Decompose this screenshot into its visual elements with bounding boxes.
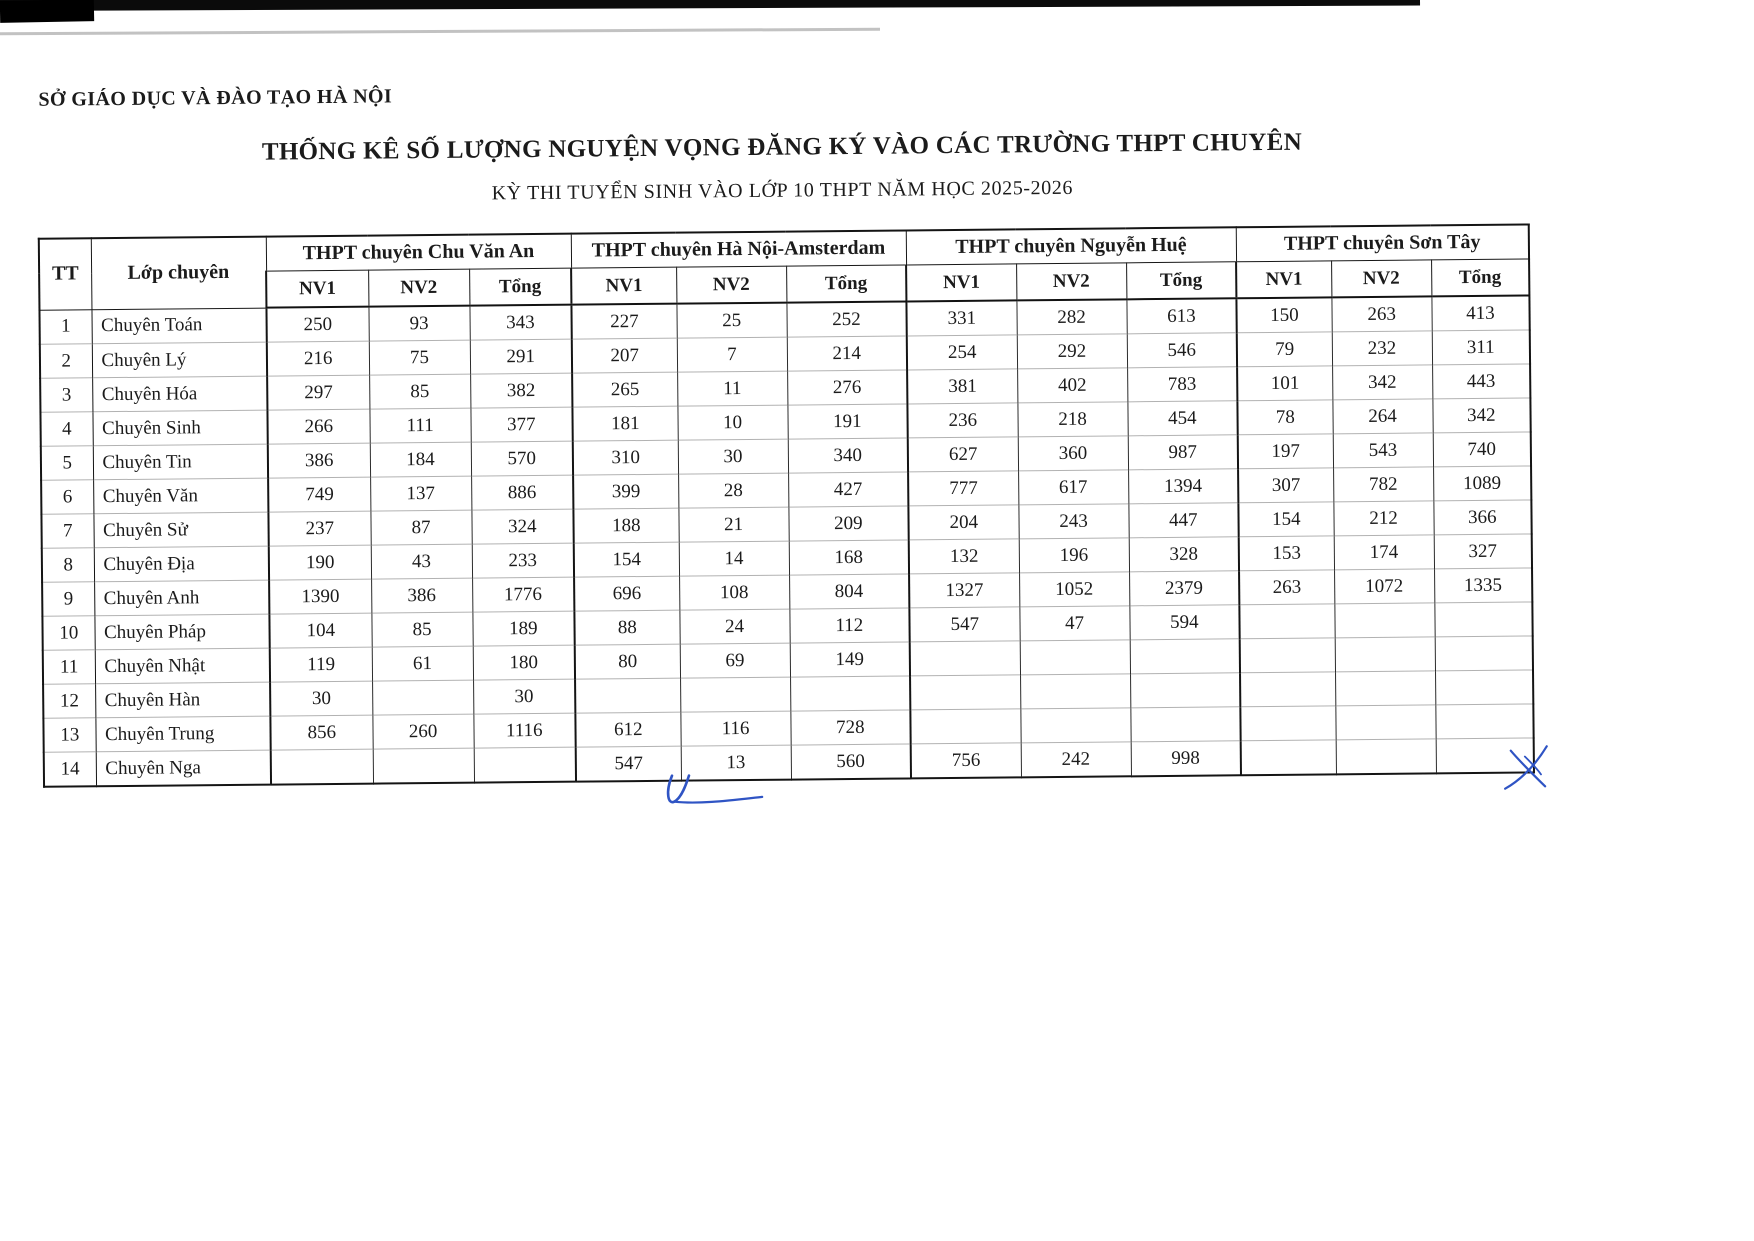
value-cell: 1327 bbox=[909, 573, 1019, 608]
class-name-cell: Chuyên Sử bbox=[93, 512, 268, 548]
class-name-cell: Chuyên Địa bbox=[94, 546, 269, 582]
statistics-table bbox=[38, 223, 1535, 787]
value-cell: 1116 bbox=[473, 713, 575, 748]
value-cell: 402 bbox=[1017, 368, 1127, 403]
value-cell: 216 bbox=[267, 341, 369, 376]
value-cell: 263 bbox=[1239, 570, 1334, 605]
value-cell: 782 bbox=[1333, 467, 1433, 502]
value-cell: 276 bbox=[787, 370, 907, 405]
sub-header-cell: Tổng bbox=[469, 268, 571, 305]
value-cell: 292 bbox=[1017, 334, 1127, 369]
value-cell: 80 bbox=[575, 644, 680, 679]
value-cell: 381 bbox=[907, 369, 1017, 404]
value-cell: 197 bbox=[1238, 434, 1333, 469]
corner-header-cell: Lớp chuyên bbox=[91, 237, 267, 310]
value-cell: 327 bbox=[1434, 534, 1532, 569]
value-cell: 1335 bbox=[1434, 568, 1532, 603]
value-cell: 265 bbox=[572, 372, 677, 407]
value-cell: 116 bbox=[680, 711, 790, 746]
row-number-cell: 2 bbox=[40, 344, 92, 378]
value-cell bbox=[1020, 674, 1130, 709]
value-cell: 560 bbox=[791, 744, 911, 780]
value-cell: 13 bbox=[681, 745, 791, 781]
sub-header-cell: NV2 bbox=[1016, 263, 1126, 301]
value-cell: 360 bbox=[1018, 436, 1128, 471]
value-cell: 804 bbox=[789, 574, 909, 609]
value-cell: 111 bbox=[369, 408, 470, 443]
class-name-cell: Chuyên Văn bbox=[93, 478, 268, 514]
value-cell: 243 bbox=[1018, 504, 1128, 539]
value-cell: 777 bbox=[908, 471, 1018, 506]
value-cell: 242 bbox=[1021, 742, 1131, 778]
value-cell bbox=[910, 641, 1020, 676]
class-name-cell: Chuyên Hàn bbox=[95, 682, 270, 718]
value-cell: 399 bbox=[573, 474, 678, 509]
value-cell: 189 bbox=[472, 611, 574, 646]
value-cell: 14 bbox=[679, 541, 789, 576]
value-cell: 427 bbox=[788, 472, 908, 507]
sub-header-cell: NV2 bbox=[676, 266, 786, 304]
value-cell: 1072 bbox=[1334, 569, 1434, 604]
value-cell: 728 bbox=[790, 710, 910, 745]
value-cell: 88 bbox=[574, 610, 679, 645]
value-cell: 783 bbox=[1127, 367, 1237, 402]
pen-signature-mark bbox=[660, 772, 770, 811]
value-cell: 260 bbox=[372, 714, 473, 749]
school-group-header: THPT chuyên Chu Văn An bbox=[266, 234, 571, 271]
value-cell bbox=[1335, 705, 1435, 740]
value-cell bbox=[1130, 639, 1240, 674]
row-number-cell: 3 bbox=[40, 378, 92, 412]
row-number-cell: 8 bbox=[42, 548, 94, 582]
value-cell: 328 bbox=[1129, 537, 1239, 572]
value-cell: 93 bbox=[368, 306, 469, 341]
value-cell: 377 bbox=[470, 407, 572, 442]
value-cell bbox=[910, 709, 1020, 744]
value-cell: 696 bbox=[574, 576, 679, 611]
value-cell bbox=[1239, 604, 1334, 639]
value-cell: 209 bbox=[788, 506, 908, 541]
value-cell: 1052 bbox=[1019, 572, 1129, 607]
value-cell: 218 bbox=[1017, 402, 1127, 437]
value-cell: 282 bbox=[1016, 299, 1126, 335]
value-cell: 21 bbox=[678, 507, 788, 542]
value-cell: 11 bbox=[677, 371, 787, 406]
corner-header-cell: TT bbox=[39, 238, 92, 309]
value-cell: 47 bbox=[1019, 606, 1129, 641]
value-cell: 119 bbox=[270, 647, 372, 682]
value-cell: 447 bbox=[1128, 503, 1238, 538]
table-body bbox=[39, 295, 1534, 786]
value-cell: 266 bbox=[267, 409, 369, 444]
value-cell: 79 bbox=[1237, 332, 1332, 367]
value-cell: 613 bbox=[1126, 298, 1236, 334]
value-cell bbox=[1240, 638, 1335, 673]
row-number-cell: 11 bbox=[43, 650, 95, 684]
value-cell: 756 bbox=[911, 743, 1021, 779]
value-cell: 30 bbox=[678, 439, 788, 474]
value-cell: 188 bbox=[573, 508, 678, 543]
value-cell bbox=[1130, 707, 1240, 742]
value-cell: 291 bbox=[470, 339, 572, 374]
value-cell: 24 bbox=[679, 609, 789, 644]
value-cell: 307 bbox=[1238, 468, 1333, 503]
value-cell: 132 bbox=[909, 539, 1019, 574]
sub-header-cell: NV1 bbox=[571, 267, 676, 305]
value-cell bbox=[1130, 673, 1240, 708]
value-cell: 1394 bbox=[1128, 469, 1238, 504]
value-cell: 85 bbox=[371, 612, 472, 647]
class-name-cell: Chuyên Sinh bbox=[92, 410, 267, 446]
sub-header-cell: NV2 bbox=[368, 269, 469, 306]
value-cell bbox=[680, 677, 790, 712]
sub-header-cell: Tổng bbox=[786, 265, 906, 303]
value-cell: 191 bbox=[787, 404, 907, 439]
value-cell bbox=[575, 678, 680, 713]
value-cell bbox=[1435, 670, 1533, 705]
value-cell: 594 bbox=[1129, 605, 1239, 640]
value-cell: 547 bbox=[576, 746, 681, 782]
value-cell: 324 bbox=[471, 509, 573, 544]
value-cell bbox=[1020, 640, 1130, 675]
value-cell bbox=[910, 675, 1020, 710]
value-cell: 214 bbox=[787, 336, 907, 371]
value-cell: 207 bbox=[572, 338, 677, 373]
row-number-cell: 10 bbox=[42, 616, 94, 650]
value-cell: 153 bbox=[1239, 536, 1334, 571]
value-cell: 87 bbox=[370, 510, 471, 545]
value-cell bbox=[1240, 672, 1335, 707]
value-cell: 749 bbox=[268, 477, 370, 512]
value-cell: 61 bbox=[372, 646, 473, 681]
value-cell: 263 bbox=[1331, 296, 1431, 331]
value-cell bbox=[271, 749, 373, 784]
row-number-cell: 9 bbox=[42, 582, 94, 616]
page-subtitle: KỲ THI TUYỂN SINH VÀO LỚP 10 THPT NĂM HỌC 2025-2026 bbox=[491, 176, 1074, 205]
value-cell: 236 bbox=[907, 403, 1017, 438]
value-cell: 30 bbox=[473, 679, 575, 714]
value-cell bbox=[1435, 636, 1533, 671]
value-cell: 78 bbox=[1237, 400, 1332, 435]
value-cell: 413 bbox=[1431, 295, 1529, 330]
value-cell: 43 bbox=[371, 544, 472, 579]
value-cell bbox=[1241, 740, 1336, 775]
value-cell: 454 bbox=[1127, 401, 1237, 436]
class-name-cell: Chuyên Pháp bbox=[94, 614, 269, 650]
class-name-cell: Chuyên Trung bbox=[95, 716, 270, 752]
value-cell: 237 bbox=[268, 511, 370, 546]
school-group-header: THPT chuyên Hà Nội-Amsterdam bbox=[571, 230, 906, 268]
class-name-cell: Chuyên Nhật bbox=[95, 648, 270, 684]
value-cell bbox=[1240, 706, 1335, 741]
value-cell: 386 bbox=[371, 578, 472, 613]
value-cell: 180 bbox=[473, 645, 575, 680]
value-cell: 250 bbox=[266, 307, 368, 342]
value-cell: 232 bbox=[1332, 331, 1432, 366]
value-cell: 543 bbox=[1333, 433, 1433, 468]
value-cell: 252 bbox=[786, 301, 906, 337]
value-cell: 137 bbox=[370, 476, 471, 511]
value-cell: 85 bbox=[369, 374, 470, 409]
row-number-cell: 1 bbox=[61, 315, 71, 337]
row-number-cell: 13 bbox=[43, 718, 95, 752]
row-number-cell: 14 bbox=[44, 752, 96, 787]
value-cell: 108 bbox=[679, 575, 789, 610]
value-cell: 168 bbox=[789, 540, 909, 575]
value-cell: 310 bbox=[573, 440, 678, 475]
value-cell: 174 bbox=[1334, 535, 1434, 570]
row-number-cell: 6 bbox=[41, 480, 93, 514]
value-cell: 28 bbox=[678, 473, 788, 508]
value-cell: 297 bbox=[267, 375, 369, 410]
value-cell: 104 bbox=[269, 613, 371, 648]
value-cell bbox=[474, 747, 576, 782]
value-cell: 2379 bbox=[1129, 571, 1239, 606]
value-cell: 75 bbox=[369, 340, 470, 375]
value-cell: 546 bbox=[1127, 333, 1237, 368]
class-name-cell: Chuyên Tin bbox=[93, 444, 268, 480]
value-cell bbox=[1435, 704, 1533, 739]
value-cell: 740 bbox=[1433, 432, 1531, 467]
value-cell: 443 bbox=[1432, 364, 1530, 399]
value-cell bbox=[1335, 637, 1435, 672]
value-cell: 184 bbox=[370, 442, 471, 477]
value-cell: 1390 bbox=[269, 579, 371, 614]
class-name-cell: Chuyên Toán bbox=[91, 308, 266, 344]
value-cell: 987 bbox=[1128, 435, 1238, 470]
value-cell: 1776 bbox=[472, 577, 574, 612]
value-cell: 154 bbox=[574, 542, 679, 577]
value-cell bbox=[372, 680, 473, 715]
value-cell: 150 bbox=[1236, 297, 1331, 332]
value-cell: 254 bbox=[907, 335, 1017, 370]
value-cell: 386 bbox=[268, 443, 370, 478]
row-number-cell: 4 bbox=[40, 412, 92, 446]
class-name-cell: Chuyên Anh bbox=[94, 580, 269, 616]
class-name-cell: Chuyên Hóa bbox=[92, 376, 267, 412]
class-name-cell: Chuyên Lý bbox=[92, 342, 267, 378]
value-cell: 233 bbox=[472, 543, 574, 578]
value-cell: 212 bbox=[1333, 501, 1433, 536]
sub-header-cell: Tổng bbox=[1126, 262, 1236, 300]
org-name: SỞ GIÁO DỤC VÀ ĐÀO TẠO HÀ NỘI bbox=[38, 85, 393, 111]
value-cell: 998 bbox=[1131, 741, 1241, 777]
value-cell: 7 bbox=[677, 337, 787, 372]
value-cell: 311 bbox=[1432, 330, 1530, 365]
value-cell: 227 bbox=[571, 304, 676, 340]
school-group-header: THPT chuyên Sơn Tây bbox=[1236, 224, 1529, 261]
value-cell: 547 bbox=[909, 607, 1019, 642]
value-cell: 10 bbox=[677, 405, 787, 440]
value-cell: 196 bbox=[1019, 538, 1129, 573]
value-cell bbox=[373, 748, 474, 783]
row-number-cell: 5 bbox=[41, 446, 93, 480]
value-cell: 331 bbox=[906, 300, 1016, 336]
value-cell: 342 bbox=[1332, 365, 1432, 400]
row-number-cell: 7 bbox=[41, 514, 93, 548]
sub-header-cell: NV1 bbox=[1236, 261, 1331, 298]
value-cell: 69 bbox=[680, 643, 790, 678]
value-cell: 149 bbox=[790, 642, 910, 677]
value-cell bbox=[1020, 708, 1130, 743]
value-cell: 30 bbox=[270, 681, 372, 716]
value-cell bbox=[1335, 671, 1435, 706]
value-cell: 101 bbox=[1237, 366, 1332, 401]
school-group-header: THPT chuyên Nguyễn Huệ bbox=[906, 227, 1236, 265]
page-title: THỐNG KÊ SỐ LƯỢNG NGUYỆN VỌNG ĐĂNG KÝ VÀO CÁC TRƯỜNG THPT CHUYÊN bbox=[261, 128, 1303, 166]
value-cell: 856 bbox=[270, 715, 372, 750]
sub-header-cell: Tổng bbox=[1431, 259, 1529, 296]
sub-header-cell: NV1 bbox=[906, 264, 1016, 302]
value-cell: 25 bbox=[676, 303, 786, 339]
value-cell: 612 bbox=[575, 712, 680, 747]
value-cell: 570 bbox=[471, 441, 573, 476]
sub-header-cell: NV1 bbox=[266, 270, 368, 307]
value-cell bbox=[1434, 602, 1532, 637]
value-cell: 1089 bbox=[1433, 466, 1531, 501]
value-cell: 343 bbox=[469, 305, 571, 340]
value-cell bbox=[1334, 603, 1434, 638]
value-cell: 886 bbox=[471, 475, 573, 510]
value-cell: 190 bbox=[269, 545, 371, 580]
sub-header-cell: NV2 bbox=[1331, 260, 1431, 297]
value-cell bbox=[1336, 739, 1436, 774]
value-cell: 181 bbox=[572, 406, 677, 441]
value-cell: 617 bbox=[1018, 470, 1128, 505]
value-cell: 342 bbox=[1432, 398, 1530, 433]
value-cell: 204 bbox=[908, 505, 1018, 540]
row-number-cell: 12 bbox=[43, 684, 95, 718]
value-cell bbox=[790, 676, 910, 711]
value-cell: 112 bbox=[789, 608, 909, 643]
pen-initials-mark bbox=[1497, 742, 1559, 795]
value-cell: 340 bbox=[788, 438, 908, 473]
class-name-cell: Chuyên Nga bbox=[96, 750, 271, 786]
value-cell: 366 bbox=[1433, 500, 1531, 535]
value-cell: 154 bbox=[1238, 502, 1333, 537]
value-cell: 382 bbox=[470, 373, 572, 408]
value-cell: 264 bbox=[1332, 399, 1432, 434]
value-cell: 627 bbox=[908, 437, 1018, 472]
